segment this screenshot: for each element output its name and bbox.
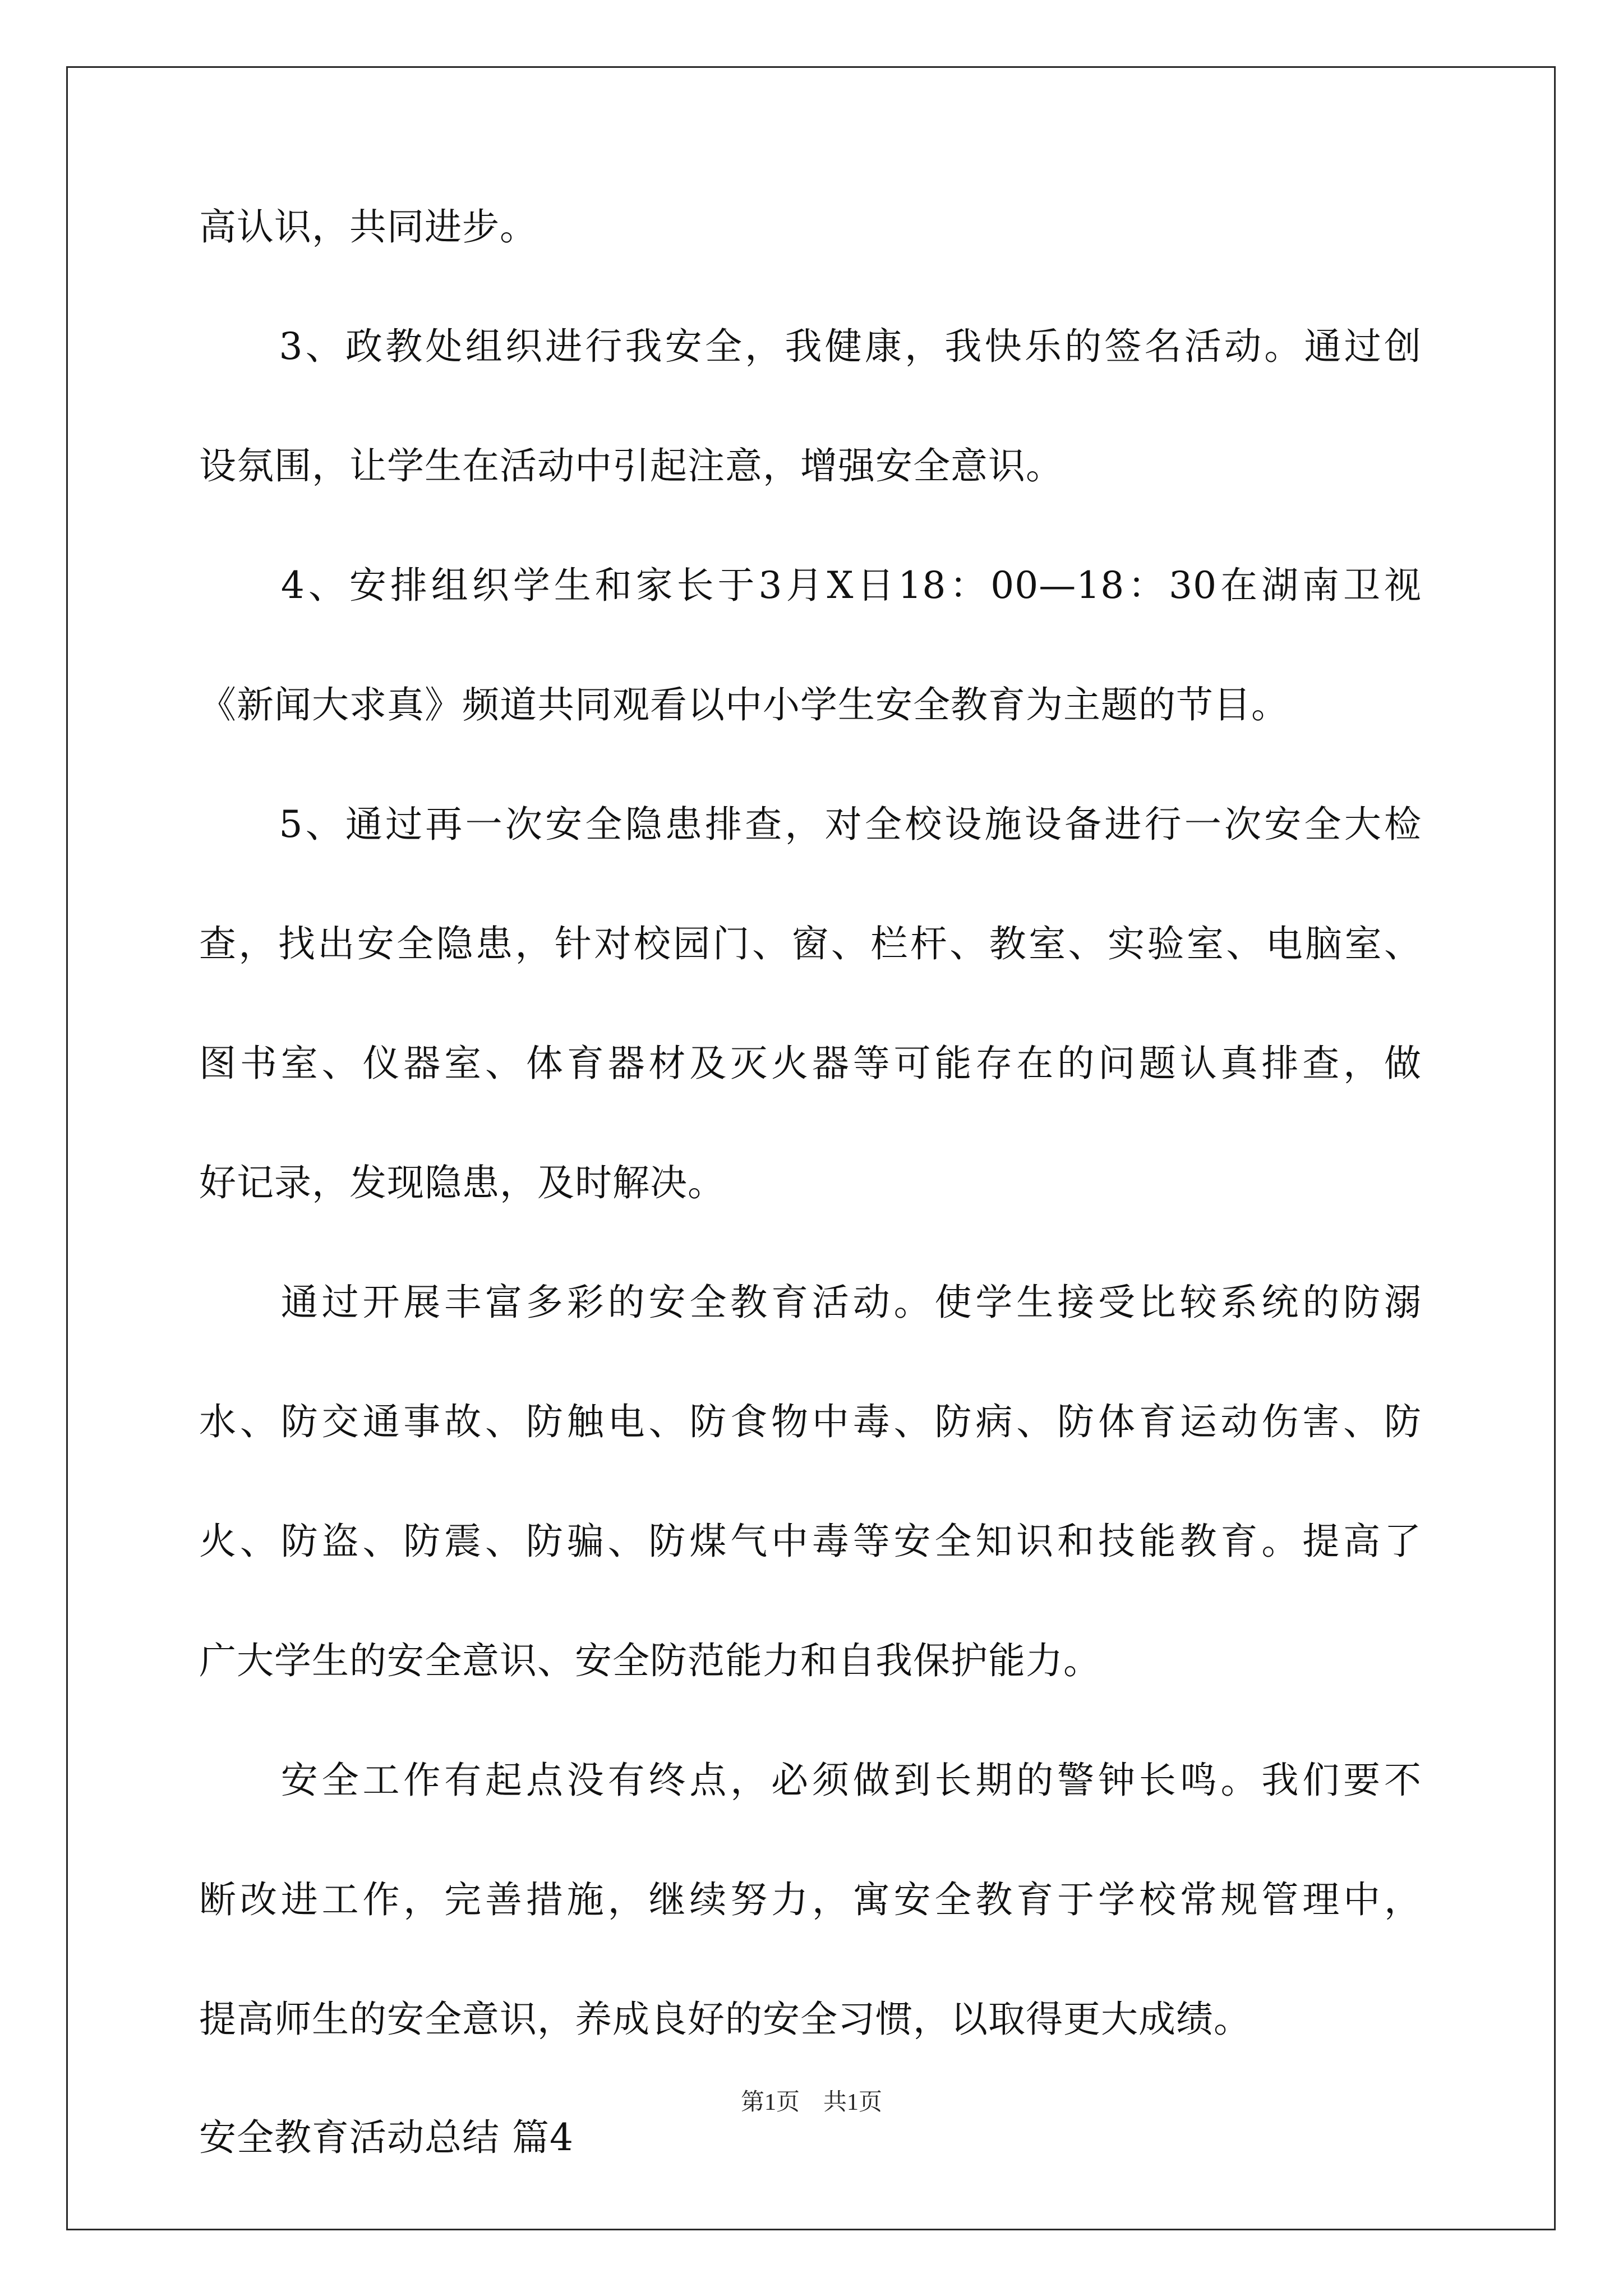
text-line: 图书室、仪器室、体育器材及灭火器等可能存在的问题认真排查，做 <box>199 1042 1422 1085</box>
text-line: 提高师生的安全意识，养成良好的安全习惯，以取得更大成绩。 <box>199 1998 1251 2041</box>
text-line: 火、防盗、防震、防骗、防煤气中毒等安全知识和技能教育。提高了 <box>199 1520 1422 1563</box>
text-line: 5、通过再一次安全隐患排查，对全校设施设备进行一次安全大检 <box>199 803 1422 846</box>
text-line: 《新闻大求真》频道共同观看以中小学生安全教育为主题的节目。 <box>199 683 1289 726</box>
text-line: 高认识，共同进步。 <box>199 205 537 249</box>
text-line: 水、防交通事故、防触电、防食物中毒、防病、防体育运动伤害、防 <box>199 1400 1422 1443</box>
text-line: 3、政教处组织进行我安全，我健康，我快乐的签名活动。通过创 <box>199 325 1422 368</box>
text-line: 通过开展丰富多彩的安全教育活动。使学生接受比较系统的防溺 <box>199 1281 1422 1324</box>
section-heading: 安全教育活动总结 篇4 <box>199 2116 574 2159</box>
text-line: 查，找出安全隐患，针对校园门、窗、栏杆、教室、实验室、电脑室、 <box>199 922 1422 965</box>
text-line: 设氛围，让学生在活动中引起注意，增强安全意识。 <box>199 444 1063 487</box>
text-line: 广大学生的安全意识、安全防范能力和自我保护能力。 <box>199 1639 1101 1682</box>
text-line: 安全工作有起点没有终点，必须做到长期的警钟长鸣。我们要不 <box>199 1759 1422 1802</box>
text-line: 4、安排组织学生和家长于3月X日18：00—18：30在湖南卫视 <box>199 564 1422 607</box>
text-line: 好记录，发现隐患，及时解决。 <box>199 1161 725 1204</box>
page-footer: 第1页 共1页 <box>740 2090 882 2115</box>
text-line: 断改进工作，完善措施，继续努力，寓安全教育于学校常规管理中， <box>199 1878 1422 1921</box>
